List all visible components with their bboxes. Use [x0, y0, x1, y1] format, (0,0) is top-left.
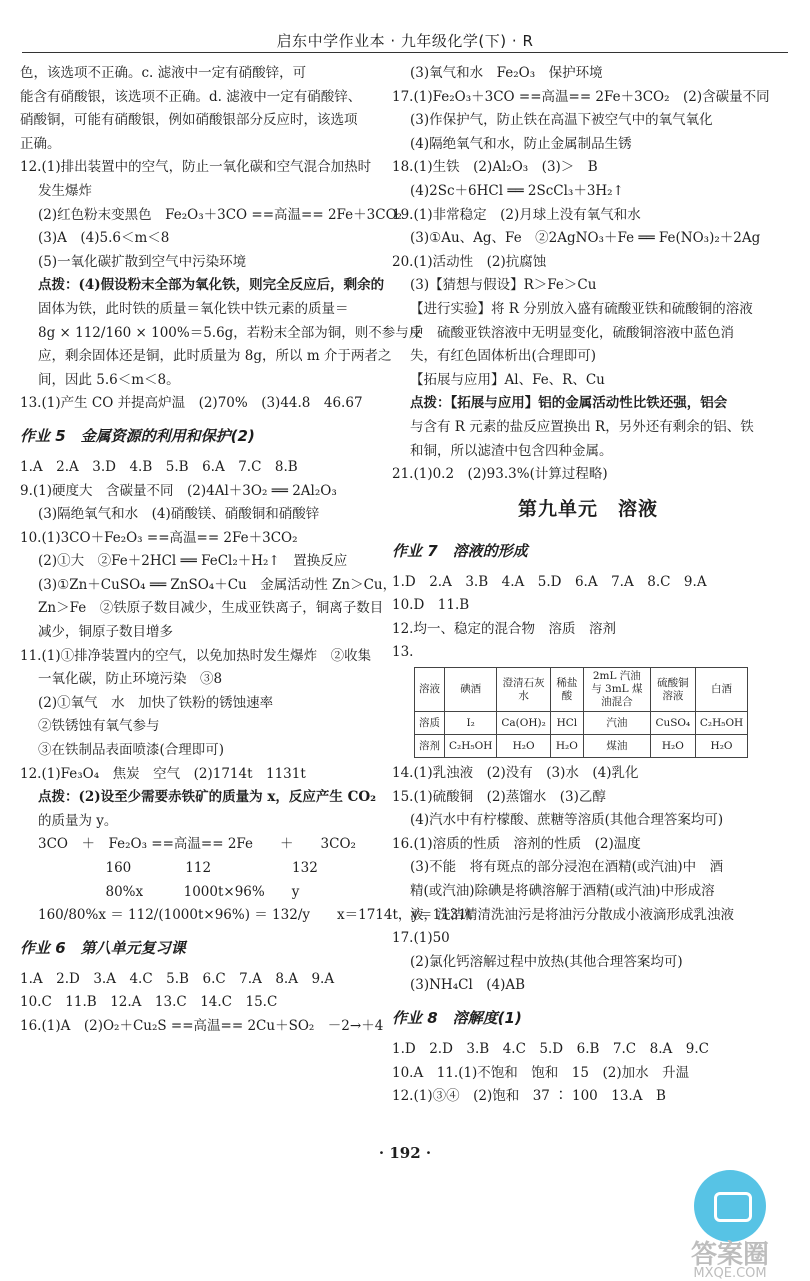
text-line: 160/80%x ＝ 112/(1000t×96%) ＝ 132/y x＝1714t，y＝1131t — [38, 907, 473, 924]
text-line: (4)汽水中有柠檬酸、蔗糖等溶质(其他合理答案均可) — [410, 812, 724, 829]
text-line: 的质量为 y。 — [38, 812, 118, 829]
text-line: 点拨：(2)设至少需要赤铁矿的质量为 x，反应产生 CO₂ — [38, 789, 377, 806]
text-line: 12.(1)排出装置中的空气，防止一氧化碳和空气混合加热时 — [20, 159, 372, 176]
section-title: 作业 5 金属资源的利用和保护(2) — [20, 426, 255, 445]
text-line: (4)隔绝氧气和水，防止金属制品生锈 — [410, 135, 632, 152]
table-cell: HCl — [550, 712, 583, 735]
text-line: 12.(1)Fe₃O₄ 焦炭 空气 (2)1714t 1131t — [20, 765, 306, 782]
table-cell: 溶质 — [415, 712, 445, 735]
text-line: (2)氯化钙溶解过程中放热(其他合理答案均可) — [410, 953, 683, 970]
text-line: 与含有 R 元素的盐反应置换出 R，另外还有剩余的铝、铁 — [410, 418, 754, 435]
table-header-cell: 溶液 — [415, 668, 445, 712]
page-header — [0, 0, 810, 58]
table-header-cell: 稀盐酸 — [550, 668, 583, 712]
text-line: 点拨：【拓展与应用】铝的金属活动性比铁还强，铝会 — [410, 395, 728, 412]
text-line: 17.(1)Fe₂O₃＋3CO ==高温== 2Fe＋3CO₂ (2)含碳量不同 — [392, 88, 770, 105]
text-line: ②铁锈蚀有氧气参与 — [38, 718, 160, 735]
text-line: (2)①大 ②Fe＋2HCl ══ FeCl₂＋H₂↑ 置换反应 — [38, 553, 348, 570]
text-line: (3)①Au、Ag、Fe ②2AgNO₃＋Fe ══ Fe(NO₃)₂＋2Ag — [410, 230, 761, 247]
text-line: (3)NH₄Cl (4)AB — [410, 977, 526, 994]
text-line: 色，该选项不正确。c. 滤液中一定有硝酸锌，可 — [20, 65, 307, 81]
text-line: 13.(1)产生 CO 并提高炉温 (2)70% (3)44.8 46.67 — [20, 395, 363, 412]
section-8-answers — [392, 1038, 784, 1109]
table-cell: 溶剂 — [415, 735, 445, 758]
page-number: · 192 · — [378, 1144, 432, 1162]
text-line: 失，有红色固体析出(合理即可) — [410, 348, 597, 365]
text-line: 正确。 — [20, 135, 61, 152]
text-line: 1.A 2.A 3.D 4.B 5.B 6.A 7.C 8.B — [20, 458, 298, 475]
table-row — [415, 712, 748, 735]
text-line: (3)A (4)5.6＜m＜8 — [38, 230, 170, 247]
text-line: 8g × 112/160 × 100%＝5.6g，若粉末全部为铜，则不参与反 — [38, 324, 423, 341]
header-divider — [22, 52, 788, 53]
text-line: 和铜，所以滤渣中包含四种金属。 — [410, 442, 613, 459]
text-line: (2)①氧气 水 加快了铁粉的锈蚀速率 — [38, 694, 274, 711]
text-line: 11.(1)①排净装置内的空气，以免加热时发生爆炸 ②收集 — [20, 647, 372, 664]
text-line: (2)红色粉末变黑色 Fe₂O₃＋3CO ==高温== 2Fe＋3CO₂ — [38, 206, 403, 223]
text-line: (3)氧气和水 Fe₂O₃ 保护环境 — [410, 65, 603, 81]
table-cell: H₂O — [695, 735, 747, 758]
text-line: 19.(1)非常稳定 (2)月球上没有氧气和水 — [392, 206, 641, 223]
text-line: (3)隔绝氧气和水 (4)硝酸镁、硝酸铜和硝酸锌 — [38, 506, 320, 523]
table-cell: CuSO₄ — [650, 712, 695, 735]
text-line: ③在铁制品表面喷漆(合理即可) — [38, 742, 225, 759]
text-line: 14.(1)乳浊液 (2)没有 (3)水 (4)乳化 — [392, 765, 639, 782]
header-title: 启东中学作业本 · 九年级化学(下) · R — [276, 32, 534, 50]
text-line: 中 硫酸亚铁溶液中无明显变化，硫酸铜溶液中蓝色消 — [410, 324, 734, 341]
table-cell: 汽油 — [583, 712, 650, 735]
text-line: 【拓展与应用】Al、Fe、R、Cu — [410, 371, 605, 388]
text-line: (3)①Zn＋CuSO₄ ══ ZnSO₄＋Cu 金属活动性 Zn＞Cu， — [38, 576, 397, 593]
text-line: 固体为铁，此时铁的质量＝氧化铁中铁元素的质量＝ — [38, 300, 349, 317]
text-line: 硝酸铜，可能有硝酸银，例如硝酸银部分反应时，该选项 — [20, 112, 358, 129]
text-line: 10.D 11.B — [392, 597, 470, 614]
text-line: 10.(1)3CO＋Fe₂O₃ ==高温== 2Fe＋3CO₂ — [20, 529, 298, 546]
section-6-answers — [20, 968, 384, 1039]
text-line: 12.均一、稳定的混合物 溶质 溶剂 — [392, 620, 616, 637]
solution-table — [414, 667, 748, 758]
text-line: (3)不能 将有斑点的部分浸泡在酒精(或汽油)中 酒 — [410, 859, 724, 876]
text-line: 20.(1)活动性 (2)抗腐蚀 — [392, 253, 547, 270]
text-line: 16.(1)A (2)O₂＋Cu₂S ==高温== 2Cu＋SO₂ －2→＋4 — [20, 1017, 384, 1034]
text-line: 160 112 132 — [38, 860, 318, 876]
table-header-cell: 澄清石灰水 — [497, 668, 550, 712]
text-line: 10.A 11.(1)不饱和 饱和 15 (2)加水 升温 — [392, 1064, 690, 1081]
watermark-text: 答案圈 — [690, 1240, 769, 1270]
text-line: 发生爆炸 — [38, 182, 92, 199]
table-cell: C₂H₅OH — [445, 735, 497, 758]
table-header-cell: 白酒 — [695, 668, 747, 712]
text-line: 16.(1)溶质的性质 溶剂的性质 (2)温度 — [392, 835, 641, 852]
text-line: 能含有硝酸银，该选项不正确。d. 滤液中一定有硝酸锌、 — [20, 88, 362, 105]
unit-title: 第九单元 溶液 — [517, 497, 658, 520]
table-cell: I₂ — [445, 712, 497, 735]
table-cell: C₂H₅OH — [695, 712, 747, 735]
text-line: 液，洗洁精清洗油污是将油污分散成小液滴形成乳浊液 — [410, 906, 734, 923]
table-row — [415, 735, 748, 758]
camera-icon — [714, 1192, 752, 1222]
text-line: Zn＞Fe ②铁原子数目减少，生成亚铁离子，铜离子数目 — [38, 600, 384, 617]
text-line: 21.(1)0.2 (2)93.3%(计算过程略) — [392, 466, 608, 483]
text-line: 一氧化碳，防止环境污染 ③8 — [38, 671, 223, 688]
table-row — [415, 668, 748, 712]
text-line: 18.(1)生铁 (2)Al₂O₃ (3)＞ B — [392, 159, 598, 176]
left-answers-top — [20, 62, 423, 416]
right-column — [392, 62, 784, 1109]
text-line: 3CO ＋ Fe₂O₃ ==高温== 2Fe ＋ 3CO₂ — [38, 836, 356, 853]
text-line: 点拨：(4)假设粉末全部为氧化铁，则完全反应后，剩余的 — [38, 277, 385, 294]
section-title: 作业 8 溶解度(1) — [392, 1009, 522, 1027]
section-7-answers — [392, 571, 784, 998]
text-line: (5)一氧化碳扩散到空气中污染环境 — [38, 253, 247, 270]
table-cell: H₂O — [650, 735, 695, 758]
text-line: 1.D 2.A 3.B 4.A 5.D 6.A 7.A 8.C 9.A — [392, 573, 707, 590]
text-line: 1.D 2.D 3.B 4.C 5.D 6.B 7.C 8.A 9.C — [392, 1041, 709, 1057]
text-line: 应，剩余固体还是铜，此时质量为 8g，所以 m 介于两者之 — [38, 348, 392, 365]
table-cell: H₂O — [550, 735, 583, 758]
text-line: 13. — [392, 644, 414, 661]
table-header-cell: 硫酸铜溶液 — [650, 668, 695, 712]
watermark-url: MXQE.COM — [693, 1266, 767, 1281]
table-cell: Ca(OH)₂ — [497, 712, 550, 735]
section-title: 作业 7 溶液的形成 — [392, 541, 528, 560]
table-cell: H₂O — [497, 735, 550, 758]
text-line: 17.(1)50 — [392, 930, 450, 947]
text-line: (3)作保护气，防止铁在高温下被空气中的氧气氧化 — [410, 112, 713, 129]
text-line: 减少，铜原子数目增多 — [38, 624, 173, 641]
watermark — [670, 1170, 790, 1281]
text-line: 12.(1)③④ (2)饱和 37 ∶ 100 13.A B — [392, 1088, 666, 1105]
text-line: 【进行实验】将 R 分别放入盛有硫酸亚铁和硫酸铜的溶液 — [410, 300, 753, 317]
text-line: 9.(1)硬度大 含碳量不同 (2)4Al＋3O₂ ══ 2Al₂O₃ — [20, 482, 337, 499]
right-answers-top — [392, 62, 784, 487]
table-header-cell: 碘酒 — [445, 668, 497, 712]
text-line: 间，因此 5.6＜m＜8。 — [38, 371, 180, 388]
text-line: (4)2Sc＋6HCl ══ 2ScCl₃＋3H₂↑ — [410, 182, 624, 199]
text-line: 80%x 1000t×96% y — [38, 883, 300, 900]
table-header-cell: 2mL 汽油与 3mL 煤油混合 — [583, 668, 650, 712]
text-line: 10.C 11.B 12.A 13.C 14.C 15.C — [20, 994, 278, 1011]
text-line: 1.A 2.D 3.A 4.C 5.B 6.C 7.A 8.A 9.A — [20, 970, 335, 987]
text-line: (3)【猜想与假设】R＞Fe＞Cu — [410, 277, 597, 294]
table-cell: 煤油 — [583, 735, 650, 758]
text-line: 精(或汽油)除碘是将碘溶解于酒精(或汽油)中形成溶 — [410, 883, 715, 900]
text-line: 15.(1)硫酸铜 (2)蒸馏水 (3)乙醇 — [392, 788, 606, 805]
section-title: 作业 6 第八单元复习课 — [20, 938, 186, 957]
